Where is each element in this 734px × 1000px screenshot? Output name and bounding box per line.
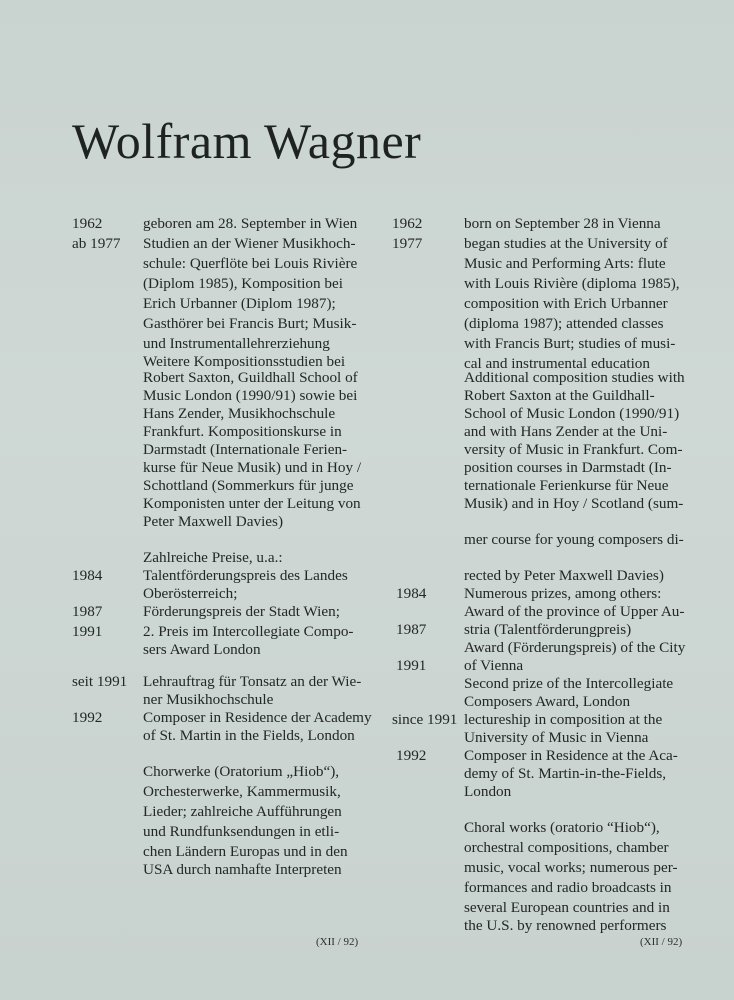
en-line: Award (Förderungspreis) of the City: [464, 639, 686, 656]
en-line: Numerous prizes, among others:: [464, 585, 662, 602]
de-line: Darmstadt (Internationale Ferien-: [143, 441, 348, 458]
de-line: Lieder; zahlreiche Aufführungen: [143, 803, 342, 820]
de-line: Förderungspreis der Stadt Wien;: [143, 603, 340, 620]
en-line: orchestral compositions, chamber: [464, 839, 669, 856]
en-line: with Francis Burt; studies of musi-: [464, 335, 676, 352]
de-line: sers Award London: [143, 641, 261, 658]
en-line: lectureship in composition at the: [464, 711, 663, 728]
en-year-1992: 1992: [396, 747, 427, 764]
en-line: demy of St. Martin-in-the-Fields,: [464, 765, 667, 782]
en-line: University of Music in Vienna: [464, 729, 649, 746]
de-line: Schottland (Sommerkurs für junge: [143, 477, 354, 494]
de-line: ner Musikhochschule: [143, 691, 274, 708]
de-line: 2. Preis im Intercollegiate Compo-: [143, 623, 354, 640]
de-line: (Diplom 1985), Komposition bei: [143, 275, 343, 292]
en-line: of Vienna: [464, 657, 524, 674]
en-line: cal and instrumental education: [464, 355, 650, 372]
en-line: London: [464, 783, 512, 800]
de-line: Weitere Kompositionsstudien bei: [143, 353, 346, 370]
de-line: Erich Urbanner (Diplom 1987);: [143, 295, 336, 312]
de-year-1962: 1962: [72, 215, 103, 232]
de-line: geboren am 28. September in Wien: [143, 215, 358, 232]
de-line: kurse für Neue Musik) und in Hoy /: [143, 459, 362, 476]
en-line: Music and Performing Arts: flute: [464, 255, 666, 272]
de-line: Orchesterwerke, Kammermusik,: [143, 783, 341, 800]
en-line: with Louis Rivière (diploma 1985),: [464, 275, 680, 292]
en-line: the U.S. by renowned performers: [464, 917, 667, 934]
de-line: Composer in Residence der Academy: [143, 709, 372, 726]
de-line: und Instrumentallehrerziehung: [143, 335, 330, 352]
en-line: Composer in Residence at the Aca-: [464, 747, 678, 764]
en-line: (diploma 1987); attended classes: [464, 315, 664, 332]
en-line: stria (Talentförderungpreis): [464, 621, 632, 638]
de-year-1984: 1984: [72, 567, 103, 584]
en-line: Composers Award, London: [464, 693, 631, 710]
de-line: Peter Maxwell Davies): [143, 513, 284, 530]
en-year-since-1991: since 1991: [392, 711, 458, 728]
en-line: Additional composition studies with: [464, 369, 685, 386]
en-year-1991: 1991: [396, 657, 427, 674]
en-line: several European countries and in: [464, 899, 670, 916]
en-line: Choral works (oratorio “Hiob“),: [464, 819, 660, 836]
de-line: USA durch namhafte Interpreten: [143, 861, 342, 878]
de-line: Chorwerke (Oratorium „Hiob“),: [143, 763, 340, 780]
de-line: Studien an der Wiener Musikhoch-: [143, 235, 356, 252]
en-line: formances and radio broadcasts in: [464, 879, 672, 896]
de-line: Talentförderungspreis des Landes: [143, 567, 348, 584]
en-year-1977: 1977: [392, 235, 423, 252]
en-line: position courses in Darmstadt (In-: [464, 459, 672, 476]
en-line: School of Music London (1990/91): [464, 405, 680, 422]
en-line: rected by Peter Maxwell Davies): [464, 567, 664, 584]
en-line: born on September 28 in Vienna: [464, 215, 661, 232]
de-line: schule: Querflöte bei Louis Rivière: [143, 255, 358, 272]
de-line: Hans Zender, Musikhochschule: [143, 405, 336, 422]
de-year-1987: 1987: [72, 603, 103, 620]
page-marker-right: (XII / 92): [640, 936, 683, 948]
page-title: Wolfram Wagner: [72, 113, 422, 169]
en-line: Award of the province of Upper Au-: [464, 603, 685, 620]
en-year-1962: 1962: [392, 215, 423, 232]
de-line: Komponisten unter der Leitung von: [143, 495, 361, 512]
de-line: Gasthörer bei Francis Burt; Musik-: [143, 315, 357, 332]
en-line: began studies at the University of: [464, 235, 668, 252]
en-line: music, vocal works; numerous per-: [464, 859, 678, 876]
de-line: Oberösterreich;: [143, 585, 238, 602]
en-line: Robert Saxton at the Guildhall-: [464, 387, 655, 404]
de-line: und Rundfunksendungen in etli-: [143, 823, 340, 840]
de-year-1991: 1991: [72, 623, 103, 640]
en-line: mer course for young composers di-: [464, 531, 684, 548]
en-line: versity of Music in Frankfurt. Com-: [464, 441, 683, 458]
en-line: and with Hans Zender at the Uni-: [464, 423, 668, 440]
de-year-ab-1977: ab 1977: [72, 235, 121, 252]
en-line: Musik) and in Hoy / Scotland (sum-: [464, 495, 684, 512]
en-line: Second prize of the Intercollegiate: [464, 675, 674, 692]
en-year-1984: 1984: [396, 585, 427, 602]
de-line: Frankfurt. Kompositionskurse in: [143, 423, 342, 440]
de-year-1992: 1992: [72, 709, 103, 726]
de-line: Lehrauftrag für Tonsatz an der Wie-: [143, 673, 362, 690]
de-line: chen Ländern Europas und in den: [143, 843, 348, 860]
en-line: composition with Erich Urbanner: [464, 295, 668, 312]
page-marker-left: (XII / 92): [316, 936, 359, 948]
en-line: ternationale Ferienkurse für Neue: [464, 477, 669, 494]
en-year-1987: 1987: [396, 621, 427, 638]
de-year-seit-1991: seit 1991: [72, 673, 128, 690]
de-line: Music London (1990/91) sowie bei: [143, 387, 358, 404]
de-line: Zahlreiche Preise, u.a.:: [143, 549, 283, 566]
de-line: of St. Martin in the Fields, London: [143, 727, 355, 744]
de-line: Robert Saxton, Guildhall School of: [143, 369, 358, 386]
